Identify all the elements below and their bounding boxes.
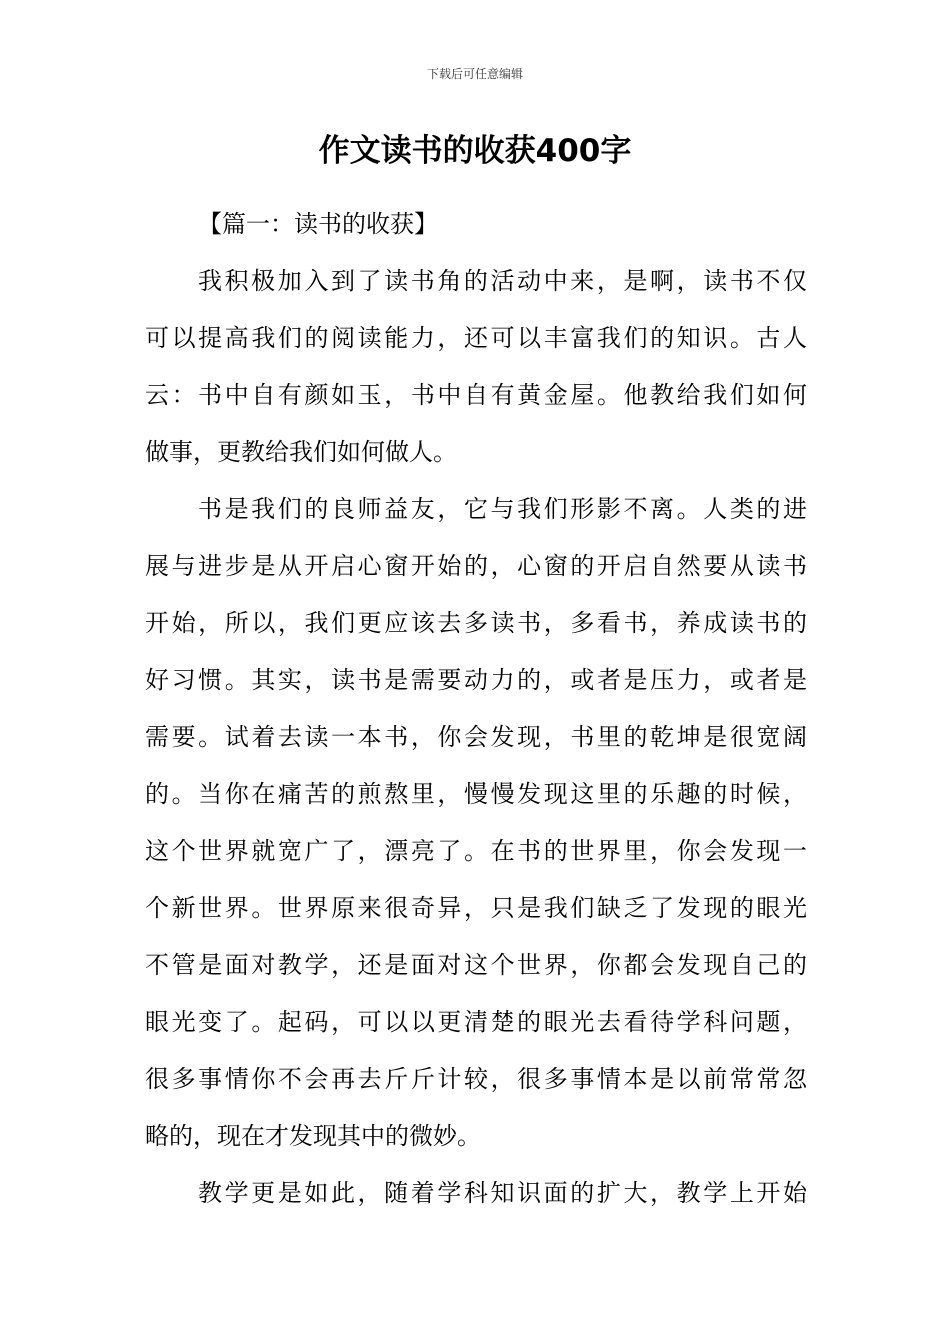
paragraph-line: 可以提高我们的阅读能力，还可以丰富我们的知识。古人	[145, 324, 807, 352]
paragraph-line: 开始，所以，我们更应该去多读书，多看书，养成读书的	[145, 609, 807, 637]
paragraph-1	[145, 253, 807, 481]
paragraph-line: 教学更是如此，随着学科知识面的扩大，教学上开始	[198, 1179, 807, 1207]
paragraph-line: 展与进步是从开启心窗开始的，心窗的开启自然要从读书	[145, 552, 807, 580]
paragraph-line: 我积极加入到了读书角的活动中来，是啊，读书不仅	[198, 267, 807, 295]
paragraph-line: 眼光变了。起码，可以以更清楚的眼光去看待学科问题，	[145, 1008, 807, 1036]
paragraph-line: 个新世界。世界原来很奇异，只是我们缺乏了发现的眼光	[145, 894, 807, 922]
paragraph-line: 做事，更教给我们如何做人。	[145, 438, 457, 466]
section-heading: 【篇一：读书的收获】	[198, 210, 438, 238]
paragraph-2	[145, 481, 807, 1165]
page-header-note: 下载后可任意编辑	[426, 67, 523, 81]
paragraph-line: 不管是面对教学，还是面对这个世界，你都会发现自己的	[145, 951, 807, 979]
paragraph-line: 很多事情你不会再去斤斤计较，很多事情本是以前常常忽	[145, 1065, 807, 1093]
document-body	[145, 196, 807, 1222]
paragraph-line: 云：书中自有颜如玉，书中自有黄金屋。他教给我们如何	[145, 381, 807, 409]
document-title: 作文读书的收获400字	[318, 133, 632, 169]
paragraph-line: 书是我们的良师益友，它与我们形影不离。人类的进	[198, 495, 807, 523]
paragraph-line: 略的，现在才发现其中的微妙。	[145, 1122, 481, 1150]
paragraph-line: 这个世界就宽广了，漂亮了。在书的世界里，你会发现一	[145, 837, 807, 865]
paragraph-line: 的。当你在痛苦的煎熬里，慢慢发现这里的乐趣的时候，	[145, 780, 807, 808]
paragraph-line: 好习惯。其实，读书是需要动力的，或者是压力，或者是	[145, 666, 807, 694]
paragraph-3	[145, 1165, 807, 1222]
paragraph-line: 需要。试着去读一本书，你会发现，书里的乾坤是很宽阔	[145, 723, 807, 751]
